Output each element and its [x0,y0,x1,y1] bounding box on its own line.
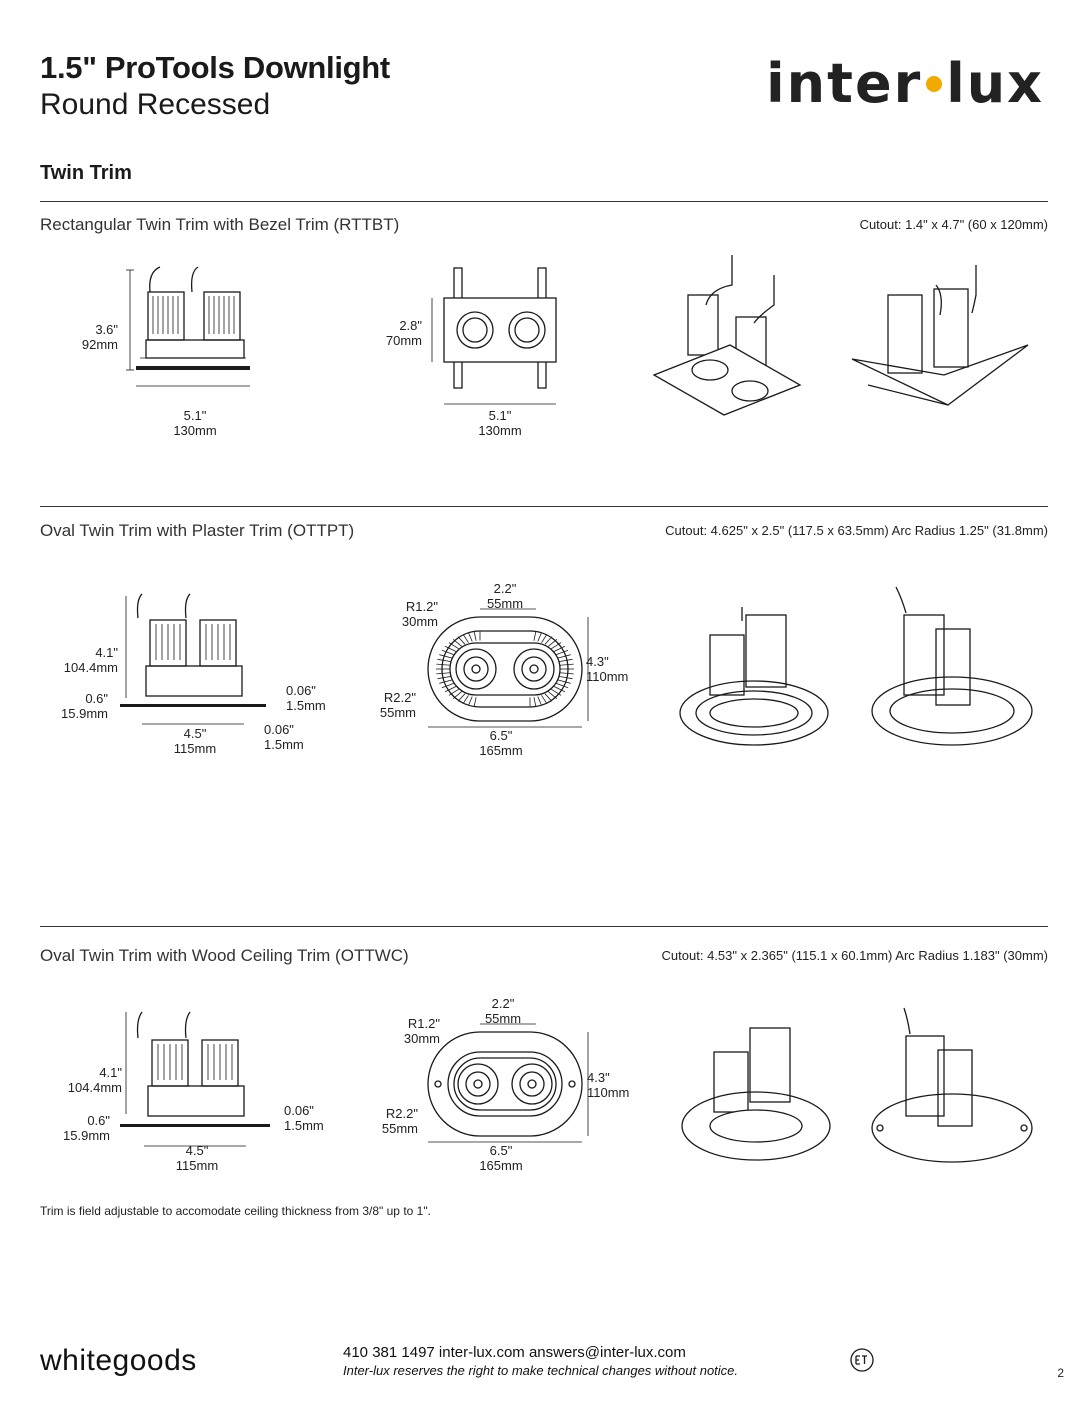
footer-disclaimer: Inter-lux reserves the right to make technical changes without notice. [343,1363,739,1378]
dim-value: 4.5" [185,1143,209,1158]
trim-slot [558,655,571,658]
logo-text-right: lux [946,52,1044,115]
ottpt-trim-dim [44,691,108,721]
trim-slot [556,683,568,687]
dim-value: 55mm [486,596,524,611]
ottwc-r1-dim [372,1016,440,1046]
dim-value: 0.6" [85,691,108,706]
section-label-rttbt: Rectangular Twin Trim with Bezel Trim (RTTBT) [40,215,400,234]
ottwc-top-width-dim [466,1143,536,1173]
dim-value: 110mm [586,669,629,684]
dim-value: 5.1" [488,408,512,423]
trim-slot [463,634,468,642]
dim-value: 0.06" [284,1103,314,1118]
dim-value: 1.5mm [264,737,304,752]
ottpt-r1-dim [370,599,438,629]
trim-slot [437,659,451,661]
dim-value: 165mm [479,743,523,758]
footer-contact: 410 381 1497 inter-lux.com answers@inter-lux.com [343,1344,686,1361]
trim-slot [474,697,476,706]
ottwc-iso-view-b [866,1006,1036,1166]
ottwc-side-view-drawing [120,1010,280,1150]
trim-slot [548,692,557,699]
page-number: 2 [1057,1366,1064,1380]
logo-text-left: inter [766,52,923,115]
dim-value: 4.3" [587,1070,610,1085]
dim-value: 104.4mm [63,660,118,675]
rttbt-top-width-dim [465,408,535,438]
section-label-ottwc: Oval Twin Trim with Wood Ceiling Trim (OTTWC) [40,946,409,965]
trim-slot [474,632,476,641]
cutout-ottwc: Cutout: 4.53" x 2.365" (115.1 x 60.1mm) Arc Radius 1.183" (30mm) [661,948,1048,963]
trim-slot [538,697,542,706]
rttbt-iso-view-a [650,245,820,425]
trim-slot [458,694,465,702]
dim-value: 6.5" [489,728,513,743]
etl-certification-icon [848,1344,888,1380]
dim-value: 2.2" [491,996,515,1011]
dim-value: R1.2" [407,1016,440,1031]
dim-value: 104.4mm [67,1080,122,1095]
dim-value: 55mm [381,1121,418,1136]
dim-value: 165mm [479,1158,523,1173]
dim-value: 115mm [173,741,217,756]
trim-slot [534,697,536,706]
dim-value: 2.2" [493,581,517,596]
dim-value: R1.2" [405,599,438,614]
dim-value: 55mm [379,705,416,720]
dim-value: 1.5mm [286,698,326,713]
trim-slot [439,655,452,658]
rttbt-side-view-drawing [120,262,260,392]
adjustability-note: Trim is field adjustable to accomodate ceiling thickness from 3/8" up to 1". [40,1204,431,1218]
logo-dot-icon [926,76,942,92]
trim-slot [442,683,454,687]
section-label-ottpt: Oval Twin Trim with Plaster Trim (OTTPT) [40,521,355,540]
dim-value: 2.8" [399,318,422,333]
ottpt-side-view-drawing [120,590,270,740]
ottpt-r2-dim [358,690,416,720]
section-title: Twin Trim [40,162,132,184]
dim-value: 30mm [403,1031,440,1046]
dim-value: R2.2" [383,690,416,705]
section-divider-2 [40,506,1048,507]
dim-value: 70mm [385,333,422,348]
dim-value: 6.5" [489,1143,513,1158]
dim-value: R2.2" [385,1106,418,1121]
ottwc-top-view-drawing [420,1022,590,1147]
dim-value: 115mm [175,1158,219,1173]
dim-value: 92mm [81,337,118,352]
trim-slot [436,664,450,665]
trim-slot [534,632,536,641]
rttbt-side-width-dim [160,408,230,438]
trim-slot [545,637,552,645]
dim-value: 5.1" [183,408,207,423]
dim-value: 4.3" [586,654,609,669]
trim-slot [436,673,450,674]
ottpt-top-w1-dim [470,581,540,611]
dim-value: 0.6" [87,1113,110,1128]
trim-slot [559,659,573,661]
rttbt-top-height-dim [370,318,422,348]
ottwc-top-w1-dim [468,996,538,1026]
dim-value: 15.9mm [61,706,108,721]
dim-value: 0.06" [286,683,316,698]
dim-value: 1.5mm [284,1118,324,1133]
dim-value: 130mm [478,423,522,438]
page-subtitle: Round Recessed [40,88,271,121]
dim-value: 30mm [401,614,438,629]
trim-slot [541,634,546,642]
ottwc-lip-dim [284,1103,344,1133]
whitegoods-logo: whitegoods [40,1344,197,1377]
ottpt-side-height-dim [44,645,118,675]
trim-slot [538,633,542,642]
ottpt-iso-view-b [866,585,1036,750]
section-divider-1 [40,201,1048,202]
trim-slot [541,695,546,703]
ottpt-lip-top-dim [286,683,346,713]
rttbt-top-view-drawing [430,268,570,398]
dim-value: 4.1" [99,1065,122,1080]
cutout-ottpt: Cutout: 4.625" x 2.5" (117.5 x 63.5mm) Arc Radius 1.25" (31.8mm) [665,523,1048,538]
trim-slot [558,680,571,683]
dim-value: 4.1" [95,645,118,660]
dim-value: 4.5" [183,726,207,741]
ottwc-top-height-dim [587,1070,647,1100]
ottwc-trim-dim [44,1113,110,1143]
dim-value: 55mm [484,1011,522,1026]
dim-value: 15.9mm [63,1128,110,1143]
trim-slot [559,676,573,678]
section-divider-3 [40,926,1048,927]
page-title: 1.5" ProTools Downlight [40,50,390,85]
dim-value: 110mm [587,1085,630,1100]
dim-value: 0.06" [264,722,294,737]
ottwc-side-width-dim [160,1143,234,1173]
ottwc-iso-view-a [680,1022,840,1162]
interlux-logo [766,52,1044,115]
rttbt-side-height-dim [60,322,118,352]
trim-slot [548,639,557,646]
trim-slot [469,633,473,642]
trim-slot [469,697,473,706]
trim-slot [453,639,462,646]
ottpt-top-view-drawing [420,605,590,730]
trim-slot [545,694,552,702]
ottwc-side-height-dim [44,1065,122,1095]
cutout-rttbt: Cutout: 1.4" x 4.7" (60 x 120mm) [859,217,1048,232]
trim-slot [463,695,468,703]
trim-slot [458,637,465,645]
ottpt-side-width-dim [158,726,232,756]
trim-slot [442,650,454,654]
ottpt-iso-view-a [678,605,838,750]
trim-slot [437,676,451,678]
rttbt-iso-view-b [848,255,1038,425]
trim-slot [556,650,568,654]
ottpt-top-width-dim [466,728,536,758]
ottpt-lip-bottom-dim [264,722,324,752]
dim-value: 130mm [173,423,217,438]
dim-value: 3.6" [95,322,118,337]
ottwc-r2-dim [360,1106,418,1136]
trim-slot [560,664,574,665]
ottpt-top-height-dim [586,654,646,684]
trim-slot [439,680,452,683]
trim-slot [453,692,462,699]
trim-slot [560,673,574,674]
